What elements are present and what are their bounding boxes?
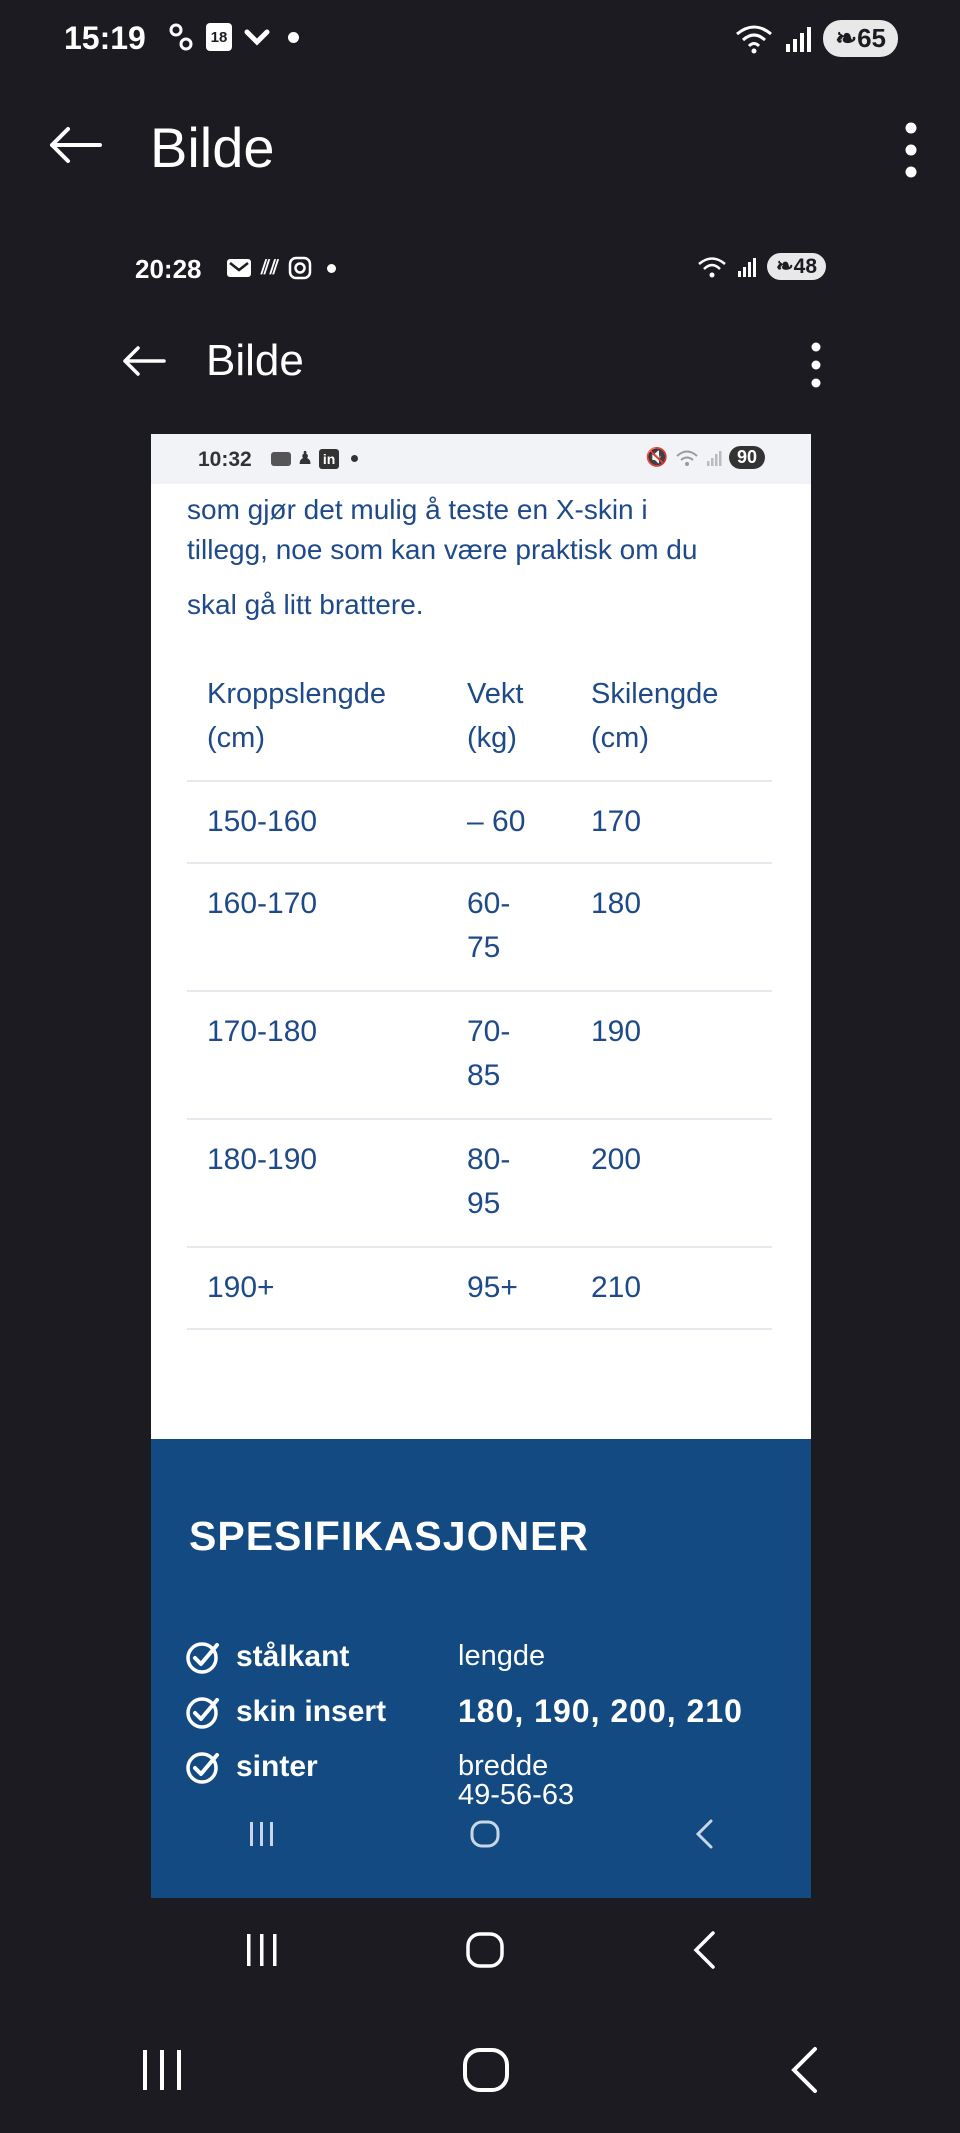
- back-icon[interactable]: [693, 1819, 715, 1849]
- inner-status-icons-left: [226, 256, 336, 280]
- calendar-icon: 18: [206, 23, 232, 51]
- feature-item: [185, 1629, 386, 1684]
- feature-item: [185, 1684, 386, 1739]
- inner-status-icons-left: [271, 448, 358, 469]
- table-header: [187, 672, 772, 782]
- signal-icon: [706, 450, 722, 466]
- notification-dot-icon: [351, 455, 358, 462]
- table-cell: 170-180: [207, 1015, 318, 1048]
- chevron-down-icon: [244, 26, 270, 48]
- more-options-icon[interactable]: [904, 122, 918, 178]
- table-cell: 95+: [467, 1271, 518, 1304]
- table-row: [187, 782, 772, 864]
- recent-apps-icon[interactable]: [139, 2049, 185, 2091]
- inner-status-icons-right: [646, 446, 765, 469]
- recent-apps-icon[interactable]: [244, 1933, 280, 1967]
- instagram-icon: [288, 256, 312, 280]
- check-circle-icon: [185, 1639, 221, 1675]
- table-cell: – 60: [467, 805, 526, 838]
- table-cell: 160-170: [207, 887, 318, 920]
- feature-label: skin insert: [236, 1694, 387, 1728]
- app-icon: [271, 452, 291, 466]
- wifi-icon: [675, 449, 699, 467]
- back-icon[interactable]: [690, 1931, 718, 1969]
- back-arrow-icon[interactable]: [122, 344, 166, 378]
- table-row: [187, 864, 772, 992]
- table-row: [187, 1120, 772, 1248]
- table-cell: 150-160: [207, 805, 318, 838]
- inner-status-time: 20:28: [135, 254, 202, 284]
- table-cell: 210: [591, 1271, 642, 1304]
- wifi-icon: [697, 256, 727, 278]
- image-view[interactable]: [151, 434, 811, 1898]
- feature-item: [185, 1739, 386, 1794]
- table-cell: 180-190: [207, 1143, 318, 1176]
- width-values: 49-56-63: [458, 1779, 575, 1811]
- linkedin-icon: in: [319, 449, 339, 469]
- table-cell: 60-75: [467, 887, 511, 964]
- more-options-icon[interactable]: [810, 342, 822, 388]
- battery-indicator: ❧48: [767, 253, 826, 280]
- wifi-icon: [735, 24, 773, 54]
- status-icons-left: [168, 22, 299, 52]
- stripes-icon: ⫽⫽: [261, 256, 279, 279]
- paragraph-line-clipped: som gjør det mulig å teste en X-skin i: [187, 494, 648, 525]
- inner-nav-bar: [151, 1804, 811, 1864]
- feature-list: [185, 1629, 386, 1794]
- inner1-nav-bar: [151, 1920, 811, 1980]
- header-cell: Vekt (kg): [467, 678, 524, 754]
- leaf-icon: ❧: [835, 23, 858, 53]
- feature-label: sinter: [236, 1749, 318, 1783]
- home-icon[interactable]: [466, 1932, 504, 1968]
- page-title: Bilde: [150, 116, 275, 179]
- notification-dot-icon: [327, 264, 336, 273]
- inner-status-icons-right: [697, 253, 826, 280]
- specifications-title: SPESIFIKASJONER: [189, 1513, 590, 1559]
- status-time: 15:19: [64, 20, 146, 56]
- check-circle-icon: [185, 1694, 221, 1730]
- table-cell: 190+: [207, 1271, 275, 1304]
- article-paragraph: [187, 474, 787, 632]
- snapchat-icon: ♟: [297, 448, 314, 468]
- header-cell: Kroppslengde (cm): [207, 678, 386, 754]
- paragraph-line: tillegg, noe som kan være praktisk om du: [187, 534, 698, 565]
- feature-label: stålkant: [236, 1639, 350, 1673]
- table-cell: 200: [591, 1143, 642, 1176]
- size-table: [187, 672, 772, 1330]
- length-values: 180, 190, 200, 210: [458, 1693, 743, 1729]
- mail-icon: [226, 257, 252, 279]
- mute-icon: 🔇: [645, 447, 668, 467]
- page-title: Bilde: [206, 336, 304, 385]
- table-cell: 80-95: [467, 1143, 511, 1220]
- recent-apps-icon[interactable]: [247, 1821, 277, 1847]
- table-row: [187, 1248, 772, 1330]
- table-cell: 190: [591, 1015, 642, 1048]
- specifications-section: [151, 1439, 811, 1898]
- table-cell: 180: [591, 887, 642, 920]
- home-icon[interactable]: [470, 1820, 500, 1848]
- table-cell: 170: [591, 805, 642, 838]
- table-cell: 70-85: [467, 1015, 511, 1092]
- table-row: [187, 992, 772, 1120]
- length-label: lengde: [458, 1640, 546, 1672]
- notification-dot-icon: [288, 32, 299, 43]
- battery-indicator: 90: [729, 446, 765, 469]
- spec-values: [458, 1629, 743, 1794]
- system-nav-bar: [0, 2040, 960, 2100]
- leaf-icon: ❧: [776, 255, 794, 278]
- header-cell: Skilengde (cm): [591, 678, 719, 754]
- width-label: bredde: [458, 1750, 549, 1782]
- status-icons-right: [735, 20, 898, 57]
- key-icon: [168, 22, 194, 52]
- paragraph-line: skal gå litt brattere.: [187, 589, 424, 620]
- check-circle-icon: [185, 1749, 221, 1785]
- battery-indicator: ❧65: [823, 20, 898, 57]
- signal-icon: [737, 257, 757, 277]
- signal-icon: [785, 26, 811, 52]
- back-arrow-icon[interactable]: [48, 125, 102, 165]
- inner-status-time: 10:32: [198, 448, 252, 471]
- back-icon[interactable]: [787, 2046, 821, 2094]
- home-icon[interactable]: [463, 2048, 509, 2092]
